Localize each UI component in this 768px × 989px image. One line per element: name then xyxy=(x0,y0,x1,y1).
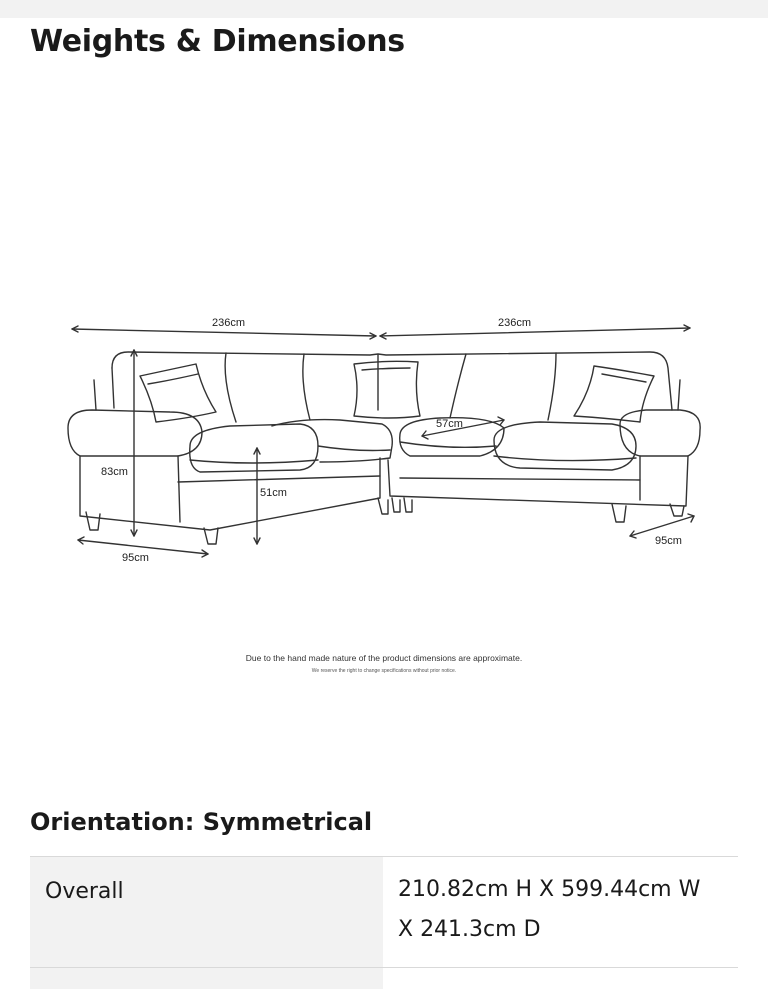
orientation-title: Orientation: Symmetrical xyxy=(30,808,373,836)
dim-depth-right-label: 95cm xyxy=(655,535,682,547)
section-title: Weights & Dimensions xyxy=(30,24,405,59)
sofa-outline-drawing xyxy=(0,300,768,700)
spec-label-next xyxy=(30,968,383,989)
spec-value-overall: 210.82cm H X 599.44cm W X 241.3cm D xyxy=(398,877,701,942)
dim-seat-height-label: 51cm xyxy=(260,487,287,499)
sofa-dimensions-diagram xyxy=(0,300,768,700)
dim-depth-left-label: 95cm xyxy=(122,552,149,564)
specifications-notice: We reserve the right to change specifications without prior notice. xyxy=(311,668,457,674)
table-row xyxy=(30,968,738,989)
dim-width-left-label: 236cm xyxy=(212,317,246,329)
dim-width-right-label: 236cm xyxy=(498,317,532,329)
dim-height-label: 83cm xyxy=(101,466,128,478)
spec-label-overall: Overall xyxy=(30,857,383,967)
specs-table xyxy=(30,856,738,989)
dimensions-disclaimer: Due to the hand made nature of the product dimensions are approximate. xyxy=(245,653,523,663)
dim-seat-depth-label: 57cm xyxy=(436,418,463,430)
table-row xyxy=(30,857,738,967)
top-strip xyxy=(0,0,768,18)
